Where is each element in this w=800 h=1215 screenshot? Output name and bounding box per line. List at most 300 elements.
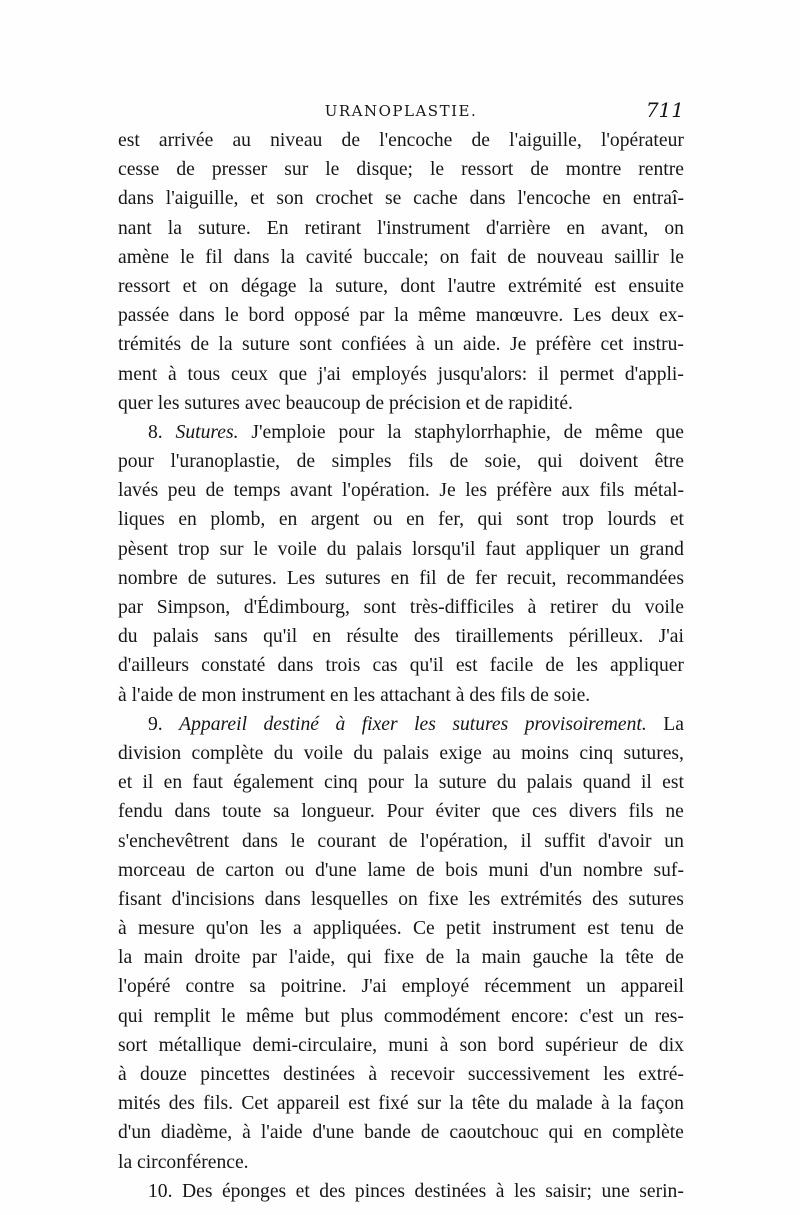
word: qu'il <box>409 655 444 677</box>
word: façon <box>640 1093 684 1115</box>
word: que <box>278 363 308 385</box>
word: à <box>118 1064 127 1085</box>
word: J'ai <box>361 976 387 998</box>
word: j'ai <box>317 363 341 385</box>
word: d'avoir <box>597 830 652 852</box>
word: en <box>566 217 585 239</box>
word: on <box>209 275 229 297</box>
word: en <box>330 684 349 706</box>
word: s'enchevêtrent <box>118 830 230 852</box>
word: à <box>242 1122 251 1144</box>
word: est <box>587 918 610 940</box>
word: ressort <box>461 159 514 181</box>
word: tous <box>187 363 221 385</box>
word: l'opéré <box>118 976 171 998</box>
word: caoutchouc <box>449 1122 539 1144</box>
word: dans <box>178 305 215 327</box>
word: et <box>250 188 265 210</box>
word: fil <box>419 567 437 589</box>
text-line <box>118 681 684 710</box>
word: d'appli- <box>624 363 684 385</box>
word: les <box>468 888 491 910</box>
word: fils. <box>203 1093 234 1115</box>
word: soie, <box>484 451 522 473</box>
word: préfère <box>496 480 552 502</box>
word: le <box>180 246 195 268</box>
word: Les <box>573 305 602 327</box>
word: sur <box>219 538 244 560</box>
word: nombre <box>583 859 643 881</box>
text-line <box>118 827 684 856</box>
word: en <box>312 626 331 648</box>
word: demi-circulaire, <box>252 1034 378 1056</box>
word: des <box>413 626 441 648</box>
word: recuit, <box>506 567 557 589</box>
word: ex- <box>658 305 684 327</box>
word: à <box>455 684 465 706</box>
word: du <box>273 742 294 764</box>
word: suture. <box>197 217 251 239</box>
word: staphylorrhaphie, <box>414 421 551 443</box>
word: les <box>414 713 436 735</box>
text-line <box>118 972 684 1001</box>
word: en <box>406 509 425 531</box>
word: qu'on <box>205 918 249 940</box>
word: complète <box>191 742 264 764</box>
word: sort <box>118 1034 148 1056</box>
text-line <box>118 184 684 213</box>
running-head: URANOPLASTIE. <box>324 102 478 120</box>
word: préfère <box>535 334 592 356</box>
word: même <box>246 1005 294 1027</box>
word: doivent <box>579 451 639 473</box>
word: que <box>655 421 684 443</box>
word: contre <box>185 976 235 998</box>
word: jusqu'alors: <box>437 363 528 385</box>
word: métallique <box>158 1034 242 1056</box>
word: complète <box>612 1122 684 1144</box>
word: appliquées. <box>312 918 402 940</box>
word: de <box>187 567 207 589</box>
word: encore: <box>511 1005 569 1027</box>
word: lame <box>367 859 406 881</box>
word: destiné <box>263 713 319 735</box>
word: mon <box>201 684 237 706</box>
word: sur <box>417 1093 441 1115</box>
word: sa <box>273 801 290 823</box>
text-line <box>118 943 684 972</box>
word: arrivée <box>158 130 214 151</box>
word: avec <box>244 392 281 414</box>
word: plus <box>340 1005 374 1027</box>
word: sutures <box>628 888 684 910</box>
text-line <box>118 1060 684 1089</box>
word: récemment <box>484 976 572 998</box>
word: de <box>341 130 361 151</box>
text-line <box>118 564 684 593</box>
word: la <box>599 947 614 969</box>
word: En <box>266 217 289 239</box>
word: extrémité <box>508 275 582 297</box>
word: ou <box>372 509 393 531</box>
word: appliquer <box>525 538 600 560</box>
word: destinées <box>283 1064 355 1085</box>
word: suf- <box>653 859 684 881</box>
word: à <box>368 1064 378 1085</box>
word: on <box>439 246 460 268</box>
word: les <box>576 655 598 677</box>
word: périlleux. <box>568 626 644 648</box>
word: pour <box>368 772 404 794</box>
word: main <box>143 947 183 969</box>
word: voile <box>644 597 684 618</box>
word: la <box>308 275 323 297</box>
word: qui <box>118 1005 144 1027</box>
word: sont <box>299 334 332 356</box>
word: sutures, <box>623 742 684 764</box>
word: qui <box>548 1122 574 1144</box>
word: mesure <box>138 918 195 940</box>
word: carton <box>225 859 275 881</box>
word: sa <box>249 976 266 998</box>
word: par <box>359 305 385 327</box>
word: remplit <box>153 1005 211 1027</box>
text-line <box>118 1002 684 1031</box>
word: tête <box>471 1093 500 1115</box>
word: poitrine. <box>280 976 347 998</box>
word: instrument <box>492 918 576 940</box>
word: petit <box>446 918 481 940</box>
word: nant <box>118 217 152 239</box>
word: c'est <box>579 1005 614 1027</box>
word: l'aide <box>131 684 174 706</box>
word: simples <box>331 451 392 473</box>
word: cesse <box>118 159 160 181</box>
word: opposé <box>294 305 350 327</box>
word: sutures <box>325 567 381 589</box>
word: la <box>414 772 429 794</box>
word: palais <box>526 772 573 794</box>
word: résulte <box>346 626 399 648</box>
text-line <box>118 1177 684 1206</box>
word: appareil <box>620 976 684 998</box>
word: l'aide, <box>288 947 336 969</box>
word: courant <box>317 830 377 852</box>
word: deux <box>611 305 650 327</box>
word: bord <box>248 305 285 327</box>
word: il <box>142 772 154 794</box>
word: qui <box>477 509 503 531</box>
word: des <box>168 1093 195 1115</box>
word: fixe <box>427 888 459 910</box>
word: confiées <box>341 334 407 356</box>
word: à <box>601 1093 610 1115</box>
word: Ce <box>412 918 435 940</box>
word: de <box>545 655 564 677</box>
word: dans <box>241 830 278 852</box>
word: ces <box>531 801 557 823</box>
word: suture, <box>335 275 389 297</box>
word: appliquer <box>609 655 684 677</box>
word: extré- <box>638 1064 684 1085</box>
word: les <box>465 480 487 502</box>
word: fils <box>408 451 434 473</box>
word: toute <box>222 801 262 823</box>
word: longueur. <box>301 801 375 823</box>
word: palais <box>383 742 429 764</box>
word: d'une <box>312 1122 355 1144</box>
word: passée <box>118 305 170 327</box>
word: du <box>326 538 347 560</box>
word: une <box>601 1180 630 1202</box>
word: constaté <box>201 655 266 677</box>
word: instrument <box>241 684 326 706</box>
word: de <box>507 246 526 268</box>
word: a <box>292 918 302 940</box>
word: de <box>563 421 583 443</box>
word: lesquelles <box>310 888 389 910</box>
word: de <box>176 159 195 181</box>
word: fer, <box>438 509 464 531</box>
word: de <box>629 1034 648 1056</box>
word: d'arrière <box>486 217 551 239</box>
word: à <box>527 597 537 618</box>
text-line <box>118 447 684 476</box>
word: instru- <box>632 334 684 356</box>
word: de <box>416 859 435 881</box>
word: sutures. <box>216 567 277 589</box>
text-line <box>118 272 684 301</box>
word: un <box>624 1005 644 1027</box>
word: le <box>224 305 239 327</box>
word: ceux <box>230 363 268 385</box>
word: des <box>469 684 496 706</box>
word: peu <box>167 480 197 502</box>
word: l'opération, <box>420 830 508 852</box>
word: se <box>384 188 402 210</box>
word: est <box>455 655 478 677</box>
word: de <box>484 392 504 414</box>
text-line <box>118 797 684 826</box>
word: dont <box>400 275 436 297</box>
word: commodément <box>383 1005 501 1027</box>
word: la <box>218 334 233 356</box>
word: ressort <box>118 275 171 297</box>
word: supérieur <box>545 1034 619 1056</box>
word: faut <box>485 538 516 560</box>
word: sur <box>284 159 309 181</box>
word: les <box>513 1180 536 1202</box>
word: muni <box>488 859 529 881</box>
word: de <box>471 130 490 151</box>
word: dans <box>118 188 154 210</box>
word: l'uranoplastie, <box>170 451 281 473</box>
word: à <box>118 918 127 940</box>
word: fixe <box>383 947 415 969</box>
word: de <box>425 947 445 969</box>
word: de <box>205 480 225 502</box>
word: de <box>449 451 469 473</box>
word: le <box>290 830 305 852</box>
word: rentre <box>638 159 684 181</box>
word: plomb, <box>210 509 266 531</box>
word: fendu <box>118 801 163 823</box>
page-header <box>118 98 684 124</box>
word: entraî- <box>632 188 684 210</box>
word: voile <box>303 742 343 764</box>
word: fisant <box>118 888 162 910</box>
text-line <box>118 301 684 330</box>
word: de <box>365 392 385 414</box>
word: que <box>491 801 521 823</box>
word: par <box>252 947 278 969</box>
word: dans <box>277 655 314 677</box>
word: dégage <box>240 275 297 297</box>
word: on <box>398 888 418 910</box>
word: il <box>520 830 532 852</box>
word: et <box>669 509 684 531</box>
word: éponges <box>221 1180 287 1202</box>
word: il <box>640 772 652 794</box>
word: fils <box>599 480 625 502</box>
text-line <box>118 243 684 272</box>
word: malade <box>536 1093 593 1115</box>
word: le <box>253 538 268 560</box>
word: les <box>353 684 376 706</box>
word: J'ai <box>658 626 684 648</box>
text-line <box>118 360 684 389</box>
word: les <box>157 392 180 414</box>
word: fait <box>470 246 497 268</box>
word: en <box>583 1122 603 1144</box>
word: gauche <box>532 947 588 969</box>
word: voile <box>277 538 317 560</box>
word: fixer <box>361 713 398 735</box>
word: en <box>163 772 183 794</box>
word: à <box>335 713 346 735</box>
word: l'autre <box>447 275 496 297</box>
word: est <box>348 1093 371 1115</box>
word: sutures <box>184 392 240 414</box>
word: droite <box>194 947 241 969</box>
word: cas <box>372 655 398 677</box>
word: cet <box>600 334 624 356</box>
word: du <box>496 772 517 794</box>
word: Des <box>181 1180 213 1202</box>
word: buccale; <box>363 246 429 268</box>
text-line <box>118 1148 684 1177</box>
word: cinq <box>579 742 614 764</box>
text-line <box>118 535 684 564</box>
word: res- <box>654 1005 684 1027</box>
word: La <box>663 713 684 735</box>
word: un <box>434 334 454 356</box>
word: lavés <box>118 480 159 502</box>
word: d'un <box>539 859 573 881</box>
text-line <box>118 739 684 768</box>
word: à <box>167 363 177 385</box>
word: la <box>617 1093 633 1115</box>
word: la <box>387 421 402 443</box>
word: et <box>465 392 480 414</box>
word: soie. <box>553 684 591 706</box>
word: bande <box>364 1122 411 1144</box>
word: tiraillements <box>455 626 554 648</box>
word: du <box>611 597 632 618</box>
text-line <box>118 885 684 914</box>
word: la <box>455 947 470 969</box>
word: dans <box>469 188 506 210</box>
word: moins <box>521 742 570 764</box>
word: du <box>353 742 373 764</box>
text-line <box>118 476 684 505</box>
word: employés <box>351 363 427 385</box>
text-line <box>118 418 684 447</box>
word: extrémités <box>500 888 583 910</box>
text-line <box>118 593 684 622</box>
word: sans <box>214 626 248 648</box>
word: sutures <box>452 713 509 735</box>
word: de <box>665 947 684 969</box>
word: divers <box>568 801 617 823</box>
word: pinces <box>354 1180 405 1202</box>
word: destinées <box>414 1180 487 1202</box>
word: dans <box>233 246 270 268</box>
word: suffit <box>544 830 586 852</box>
word: bois <box>445 859 478 881</box>
word: un <box>586 976 606 998</box>
word: serin- <box>639 1180 684 1202</box>
text-line <box>118 856 684 885</box>
word: Je <box>439 480 456 502</box>
word: l'aide <box>260 1122 303 1144</box>
word: un <box>664 830 684 852</box>
word: précision <box>389 392 461 414</box>
word: de <box>530 684 549 706</box>
word: fixé <box>378 1093 409 1115</box>
word: de <box>420 1122 440 1144</box>
text-line <box>118 1089 684 1118</box>
word: bord <box>498 1034 534 1056</box>
word: de <box>196 859 215 881</box>
text-line <box>118 622 684 651</box>
word: et <box>118 772 133 794</box>
word: temps <box>233 480 281 502</box>
word: les <box>603 1064 625 1085</box>
word: en <box>602 188 621 210</box>
word: provisoirement. <box>524 713 647 735</box>
word: il <box>537 363 549 385</box>
word: à <box>118 684 127 706</box>
word: manœuvre. <box>475 305 564 327</box>
word: la <box>280 246 295 268</box>
text-line <box>118 710 684 739</box>
text-line <box>118 155 684 184</box>
word: presser <box>211 159 268 181</box>
word: fils <box>628 801 654 823</box>
word: liques <box>118 509 165 531</box>
word: Sutures. <box>175 421 239 443</box>
word: Simpson, <box>156 597 231 618</box>
word: montre <box>565 159 622 181</box>
word: la <box>449 1093 464 1115</box>
word: on <box>664 217 684 239</box>
word: du <box>508 1093 528 1115</box>
word: ment <box>118 363 158 385</box>
word: quer <box>118 392 153 414</box>
word: le <box>429 159 445 181</box>
word: muni <box>388 1034 429 1056</box>
